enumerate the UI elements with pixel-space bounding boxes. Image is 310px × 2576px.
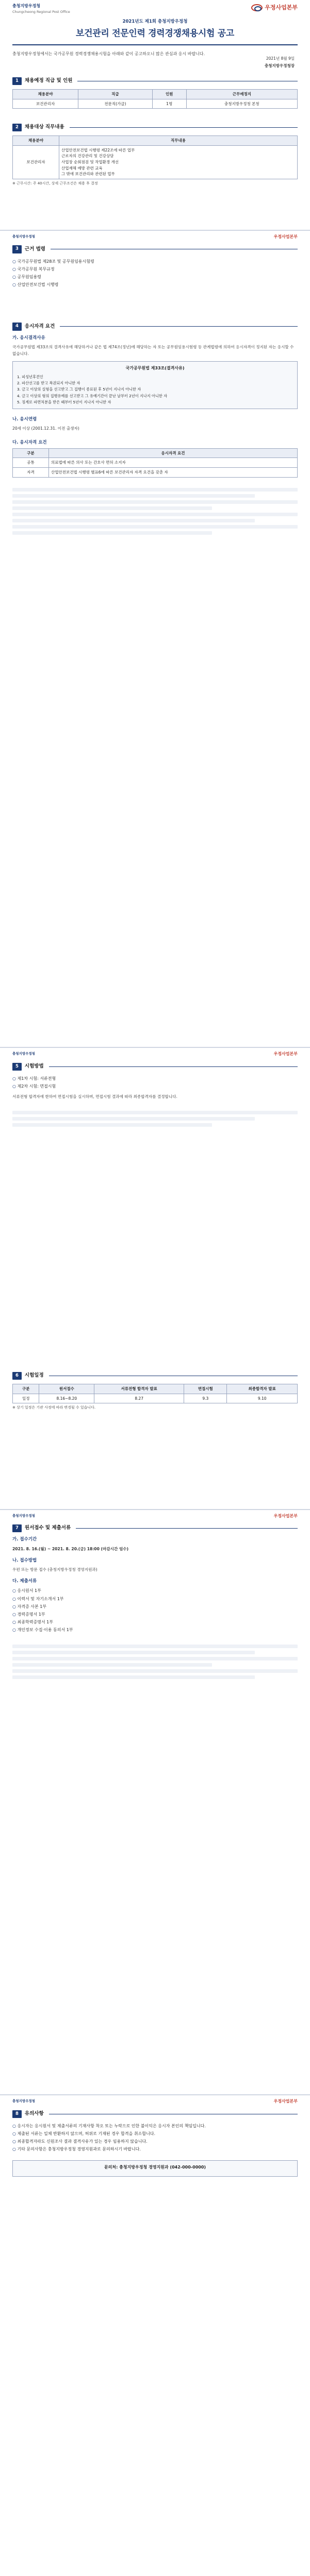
table-header: 면접시험 (184, 1384, 227, 1394)
table-row (13, 1394, 298, 1403)
section-rule (60, 326, 298, 327)
table-header: 원서접수 (39, 1384, 94, 1394)
page-break (0, 1047, 310, 1057)
page-org: 충청지방우정청 (12, 1513, 35, 1518)
table-cell: 8.16~8.20 (39, 1394, 94, 1403)
table-cell: 산업안전보건법 시행령 별표6에 따른 보건관리자 자격 요건을 갖춘 자 (49, 467, 298, 477)
exam-method-text: 서류전형 합격자에 한하여 면접시험을 실시하며, 면접시험 결과에 따라 최종합격자를 결정합니다. (12, 1094, 177, 1099)
table-row (13, 99, 298, 109)
list-item: ○ 공무원임용령 (12, 273, 298, 281)
list-item: ○ 응시원서 1부 (12, 1587, 298, 1595)
list-item: ○ 제출된 서류는 일체 반환하지 않으며, 허위로 기재된 경우 합격을 취소합니다. (12, 2130, 298, 2138)
table-cell: 보건관리자 (13, 99, 78, 109)
table-cell: 1명 (152, 99, 186, 109)
subsection-title: 나. 응시연령 (12, 417, 37, 422)
schedule-note: ※ 상기 일정은 기관 사정에 따라 변경될 수 있습니다. (12, 1405, 96, 1410)
box-item: 4. 금고 이상의 형의 집행유예를 선고받고 그 유예기간이 끝난 날부터 2년이 지나지 아니한 자 (17, 393, 168, 398)
list-item: ○ 이력서 및 자기소개서 1부 (12, 1595, 298, 1603)
section-rule (49, 1066, 298, 1067)
subsection-title: 가. 응시결격사유 (12, 335, 45, 341)
table-cell: 보건관리자 (13, 145, 59, 179)
section-positions (0, 77, 310, 124)
table-row (13, 145, 298, 179)
text-line (12, 519, 255, 522)
logo-text: 우정사업본부 (265, 4, 298, 11)
section-number: 1 (12, 77, 22, 85)
subsection-title: 가. 접수기간 (12, 1537, 37, 1543)
table-cell: 9.10 (227, 1394, 298, 1403)
section-number: 2 (12, 124, 22, 131)
duty-item: 산업재해 예방 관련 교육 (61, 165, 103, 171)
subsection-text: 국가공무원법 제33조의 결격사유에 해당하거나 같은 법 제74조(정년)에 해당하는 자 또는 공무원임용시험령 등 관계법령에 의하여 응시자격이 정지된 자는 응시할 수 없습니다. (12, 344, 294, 357)
legal-list (12, 258, 298, 289)
text-line (12, 1111, 298, 1114)
table-header: 채용분야 (13, 90, 78, 99)
section-number: 8 (12, 2110, 22, 2118)
notice-date: 2021년 8월 9일 (266, 56, 295, 61)
contact-text: 문의처: 충청지방우정청 경영지원과 (042-000-0000) (104, 2165, 206, 2170)
section-number: 6 (12, 1372, 22, 1380)
text-line (12, 525, 298, 529)
table-header: 최종합격자 발표 (227, 1384, 298, 1394)
list-item: ○ 최종학력증명서 1부 (12, 1618, 298, 1626)
section-exam-method (0, 1063, 310, 1372)
section-title: 채용예정 직급 및 인원 (24, 78, 73, 84)
table-cell: 충청지방우정청 본청 (186, 99, 297, 109)
page-break (0, 2094, 310, 2105)
text-line (12, 1651, 255, 1654)
placeholder-text-block (12, 488, 298, 535)
box-item: 3. 금고 이상의 실형을 선고받고 그 집행이 종료된 후 5년이 지나지 아니한 자 (17, 387, 141, 392)
section-title: 채용대상 직무내용 (24, 124, 64, 130)
section-number: 7 (12, 1524, 22, 1532)
section-duties (0, 124, 310, 227)
list-item: ○ 자격증 사본 1부 (12, 1603, 298, 1611)
duties-table (12, 135, 298, 179)
list-item: ○ 개인정보 수집·이용 동의서 1부 (12, 1626, 298, 1634)
schedule-table (12, 1384, 298, 1403)
section-title: 시험방법 (24, 1063, 44, 1069)
page-org: 충청지방우정청 (12, 2099, 35, 2104)
text-line (12, 1645, 298, 1648)
table-cell: 8.27 (94, 1394, 184, 1403)
section-legal-basis (0, 245, 310, 323)
positions-table (12, 89, 298, 109)
title-divider (12, 44, 298, 45)
list-item: ○ 응시자는 응시원서 및 제출서류의 기재사항 착오 또는 누락으로 인한 불이익은 응시자 본인의 책임입니다. (12, 2122, 298, 2130)
section-title: 유의사항 (24, 2110, 44, 2116)
box-title: 국가공무원법 제33조(결격사유) (125, 366, 185, 371)
org-name: 충청지방우정청 (12, 4, 41, 8)
page-break (0, 230, 310, 240)
list-item: ○ 제2차 시험: 면접시험 (12, 1082, 298, 1090)
section-title: 원서접수 및 제출서류 (24, 1525, 71, 1531)
list-item: ○ 국가공무원법 제28조 및 공무원임용시험령 (12, 258, 298, 265)
page-org: 충청지방우정청 (12, 234, 35, 239)
table-row (13, 467, 298, 477)
table-cell: 전문직(가급) (78, 99, 153, 109)
subsection-title: 나. 접수방법 (12, 1557, 37, 1563)
date-signature (265, 56, 295, 69)
duty-item: 산업안전보건법 시행령 제22조에 따른 업무 (61, 147, 135, 152)
list-item: ○ 기타 문의사항은 충청지방우정청 경영지원과로 문의하시기 바랍니다. (12, 2145, 298, 2153)
logo-mark-icon (251, 4, 263, 11)
subsection-text: 20세 이상 (2001.12.31. 이전 출생자) (12, 426, 79, 431)
section-title: 시험일정 (24, 1372, 44, 1378)
exam-method-list (12, 1075, 298, 1090)
table-header: 구분 (13, 1384, 39, 1394)
text-line (12, 500, 298, 504)
application-method: 우편 또는 방문 접수 (충청지방우정청 경영지원과) (12, 1567, 97, 1572)
page-org: 충청지방우정청 (12, 1052, 35, 1056)
section-rule (76, 1528, 298, 1529)
duty-item: 사업장 순회점검 및 작업환경 개선 (61, 160, 119, 165)
placeholder-text-block (12, 1645, 298, 1679)
table-cell: 9.3 (184, 1394, 227, 1403)
section-number: 5 (12, 1063, 22, 1071)
page-logo: 우정사업본부 (273, 234, 298, 239)
application-period: 2021. 8. 16.(월) ~ 2021. 8. 20.(금) 18:00 (마감시간 엄수) (12, 1546, 129, 1551)
section-eligibility (0, 323, 310, 1044)
section-number: 4 (12, 323, 22, 330)
section-title: 근거 법령 (24, 246, 45, 252)
text-line (12, 531, 212, 535)
text-line (12, 513, 298, 516)
text-line (12, 1117, 255, 1121)
text-line (12, 1663, 212, 1667)
table-cell: 자격 (13, 467, 49, 477)
section-title: 응시자격 요건 (24, 323, 55, 329)
section-rule (70, 127, 298, 128)
table-header: 구분 (13, 448, 49, 458)
text-line (12, 494, 255, 498)
title-subtitle: 2021년도 제1회 충청지방우정청 (122, 19, 188, 25)
placeholder-text-block (12, 1111, 298, 1127)
box-item: 5. 징계로 파면처분을 받은 때부터 5년이 지나지 아니한 자 (17, 399, 111, 404)
documents-list (12, 1587, 298, 1634)
document-header (0, 0, 310, 77)
section-application (0, 1524, 310, 2091)
duty-item: 근로자의 건강관리 및 건강상담 (61, 154, 114, 159)
text-line (12, 1669, 298, 1673)
duties-cell (59, 145, 298, 179)
text-line (12, 1675, 255, 1679)
page-logo: 우정사업본부 (273, 1052, 298, 1057)
text-line (12, 506, 212, 510)
section-notes (0, 2110, 310, 2522)
disqualification-box (12, 361, 298, 409)
table-cell: 의료법에 따른 의사 또는 간호사 면허 소지자 (49, 458, 298, 468)
eligibility-table (12, 448, 298, 478)
list-item: ○ 경력증명서 1부 (12, 1611, 298, 1618)
intro-text: 충청지방우정청에서는 국가공무원 경력경쟁채용시험을 아래와 같이 공고하오니 많은 관심과 응시 바랍니다. (12, 51, 205, 56)
contact-box (12, 2160, 298, 2177)
table-cell: 일정 (13, 1394, 39, 1403)
table-header: 직급 (78, 90, 153, 99)
text-line (12, 1123, 212, 1127)
text-line (12, 488, 298, 492)
table-row (13, 458, 298, 468)
table-header: 서류전형 합격자 발표 (94, 1384, 184, 1394)
section-schedule (0, 1372, 310, 1506)
list-item: ○ 산업안전보건법 시행령 (12, 281, 298, 289)
subsection-title: 다. 응시자격 요건 (12, 439, 47, 445)
table-header: 채용분야 (13, 136, 59, 146)
table-header: 인원 (152, 90, 186, 99)
table-cell: 공통 (13, 458, 49, 468)
page-logo: 우정사업본부 (273, 2099, 298, 2104)
org-subtitle: Chungcheong Regional Post Office (12, 10, 70, 14)
subsection-title: 다. 제출서류 (12, 1579, 37, 1584)
list-item: ○ 최종합격자라도 신원조사 결과 결격사유가 있는 경우 임용하지 않습니다. (12, 2138, 298, 2145)
box-item: 2. 파산선고를 받고 복권되지 아니한 자 (17, 381, 80, 386)
list-item: ○ 제1차 시험: 서류전형 (12, 1075, 298, 1082)
page-title: 보건관리 전문인력 경력경쟁채용시험 공고 (75, 28, 235, 39)
section-number: 3 (12, 245, 22, 253)
box-item: 1. 피성년후견인 (17, 374, 43, 379)
table-header: 응시자격 요건 (49, 448, 298, 458)
notes-list (12, 2122, 298, 2154)
signer: 충청지방우정청장 (265, 63, 295, 68)
table-header: 직무내용 (59, 136, 298, 146)
table-header: 근무예정지 (186, 90, 297, 99)
duty-item: 그 밖에 보건관리와 관련된 업무 (61, 172, 115, 177)
page-break (0, 1509, 310, 1519)
text-line (12, 1657, 298, 1660)
duties-note: ※ 근무시간: 주 40시간, 상세 근무조건은 채용 후 결정 (12, 181, 98, 185)
page-logo: 우정사업본부 (273, 1513, 298, 1518)
list-item: ○ 국가공무원 복무규정 (12, 265, 298, 273)
logo (251, 3, 298, 12)
